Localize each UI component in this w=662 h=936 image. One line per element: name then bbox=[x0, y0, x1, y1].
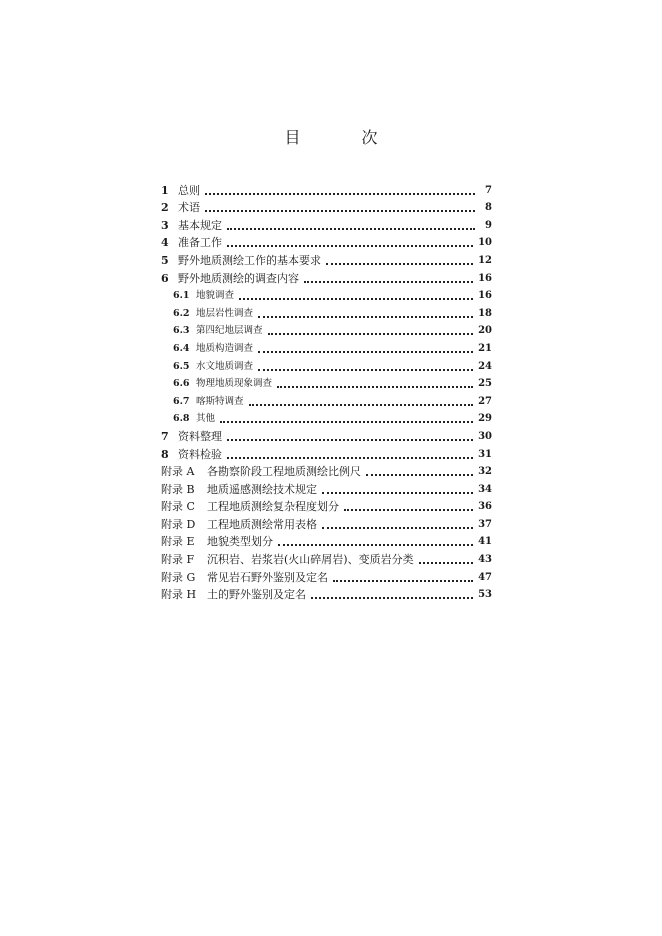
toc-entry[interactable] bbox=[161, 215, 492, 233]
toc-entry-page: 34 bbox=[478, 483, 492, 495]
dot-leader bbox=[205, 210, 475, 212]
toc-entry-title: 资料整理 bbox=[178, 429, 222, 443]
toc-entry[interactable] bbox=[161, 180, 492, 198]
toc-entry-title: 地层岩性调查 bbox=[196, 307, 254, 319]
toc-entry[interactable] bbox=[161, 321, 492, 339]
dot-leader bbox=[258, 369, 473, 371]
dot-leader bbox=[205, 193, 475, 195]
toc-entry-number: 6.5 bbox=[173, 360, 190, 372]
toc-entry-page: 9 bbox=[485, 219, 492, 231]
toc-entry-title: 第四纪地层调查 bbox=[196, 325, 263, 337]
dot-leader bbox=[322, 492, 473, 494]
dot-leader bbox=[366, 474, 473, 476]
toc-entry-number: 6 bbox=[161, 271, 169, 285]
toc-entry-page: 25 bbox=[478, 378, 492, 390]
toc-entry[interactable] bbox=[161, 462, 492, 480]
dot-leader bbox=[227, 457, 473, 459]
toc-entry[interactable] bbox=[161, 479, 492, 497]
dot-leader bbox=[227, 439, 473, 441]
dot-leader bbox=[227, 228, 475, 230]
dot-leader bbox=[277, 386, 473, 388]
toc-entry-title: 水文地质调查 bbox=[196, 360, 254, 372]
toc-entry-number: 附录 A bbox=[161, 465, 195, 479]
toc-entry-number: 附录 C bbox=[161, 500, 195, 514]
dot-leader bbox=[258, 316, 473, 318]
toc-entry-title: 资料检验 bbox=[178, 447, 222, 461]
toc-entry-page: 18 bbox=[478, 307, 492, 319]
toc-entry-title: 物理地质现象调查 bbox=[196, 378, 273, 390]
dot-leader bbox=[333, 580, 473, 582]
toc-entry[interactable] bbox=[161, 514, 492, 532]
toc-entry-number: 6.3 bbox=[173, 325, 190, 337]
toc-entry[interactable] bbox=[161, 303, 492, 321]
toc-entry-page: 41 bbox=[478, 536, 492, 548]
toc-entry-page: 20 bbox=[478, 325, 492, 337]
dot-leader bbox=[268, 333, 474, 335]
toc-entry[interactable] bbox=[161, 338, 492, 356]
toc-entry-page: 47 bbox=[478, 571, 492, 583]
toc-entry-number: 4 bbox=[161, 236, 169, 250]
toc-entry-number: 2 bbox=[161, 201, 169, 215]
toc-entry-page: 8 bbox=[485, 202, 492, 214]
dot-leader bbox=[249, 404, 474, 406]
toc-entry-title: 常见岩石野外鉴别及定名 bbox=[207, 570, 328, 584]
toc-entry-page: 30 bbox=[478, 430, 492, 442]
toc-entry-title: 地质遥感测绘技术规定 bbox=[207, 482, 317, 496]
toc-entry-page: 37 bbox=[478, 518, 492, 530]
toc-entry-number: 附录 G bbox=[161, 570, 196, 584]
dot-leader bbox=[344, 509, 473, 511]
toc-entry[interactable] bbox=[161, 250, 492, 268]
toc-entry[interactable] bbox=[161, 409, 492, 427]
toc-entry-number: 6.6 bbox=[173, 378, 190, 390]
toc-entry-number: 附录 D bbox=[161, 517, 196, 531]
toc-entry-number: 6.7 bbox=[173, 395, 190, 407]
dot-leader bbox=[258, 351, 473, 353]
toc-entry-number: 附录 E bbox=[161, 535, 195, 549]
toc-entry-title: 工程地质测绘复杂程度划分 bbox=[207, 500, 339, 514]
dot-leader bbox=[311, 597, 473, 599]
toc-entry-title: 各勘察阶段工程地质测绘比例尺 bbox=[207, 465, 361, 479]
toc-entry-page: 24 bbox=[478, 360, 492, 372]
toc-entry-title: 工程地质测绘常用表格 bbox=[207, 517, 317, 531]
toc-entry-number: 附录 F bbox=[161, 553, 195, 567]
toc-entry-page: 32 bbox=[478, 466, 492, 478]
toc-entry-number: 5 bbox=[161, 253, 169, 267]
dot-leader bbox=[227, 245, 473, 247]
toc-entry-page: 31 bbox=[478, 448, 492, 460]
dot-leader bbox=[239, 298, 473, 300]
toc-entry-number: 8 bbox=[161, 447, 169, 461]
toc-entry[interactable] bbox=[161, 444, 492, 462]
toc-entry[interactable] bbox=[161, 585, 492, 603]
toc-entry[interactable] bbox=[161, 233, 492, 251]
dot-leader bbox=[326, 263, 473, 265]
toc-entry-page: 10 bbox=[478, 237, 492, 249]
toc-entry-page: 36 bbox=[478, 501, 492, 513]
toc-entry-title: 总则 bbox=[178, 183, 200, 197]
table-of-contents bbox=[161, 180, 492, 602]
toc-entry-title: 其他 bbox=[196, 413, 216, 425]
toc-entry-number: 7 bbox=[161, 429, 169, 443]
toc-entry-title: 土的野外鉴别及定名 bbox=[207, 588, 306, 602]
toc-entry-title: 基本规定 bbox=[178, 218, 222, 232]
toc-entry[interactable] bbox=[161, 391, 492, 409]
toc-entry-number: 3 bbox=[161, 218, 169, 232]
toc-entry-number: 附录 H bbox=[161, 588, 197, 602]
toc-entry-page: 16 bbox=[478, 272, 492, 284]
toc-entry[interactable] bbox=[161, 268, 492, 286]
toc-entry-title: 野外地质测绘的调查内容 bbox=[178, 271, 299, 285]
toc-entry-title: 术语 bbox=[178, 201, 200, 215]
toc-entry[interactable] bbox=[161, 567, 492, 585]
toc-entry-page: 43 bbox=[478, 554, 492, 566]
toc-entry-page: 27 bbox=[478, 395, 492, 407]
toc-entry-title: 地貌调查 bbox=[196, 290, 235, 302]
toc-entry[interactable] bbox=[161, 374, 492, 392]
toc-entry-title: 野外地质测绘工作的基本要求 bbox=[178, 253, 321, 267]
toc-entry-number: 6.4 bbox=[173, 342, 190, 354]
toc-entry-title: 喀斯特调查 bbox=[196, 395, 244, 407]
toc-entry-number: 附录 B bbox=[161, 482, 195, 496]
toc-entry-title: 地质构造调查 bbox=[196, 342, 254, 354]
toc-entry-number: 6.1 bbox=[173, 290, 190, 302]
dot-leader bbox=[278, 544, 473, 546]
dot-leader bbox=[322, 527, 473, 529]
toc-entry[interactable] bbox=[161, 549, 492, 567]
toc-entry-page: 16 bbox=[478, 290, 492, 302]
dot-leader bbox=[220, 421, 473, 423]
toc-entry-title: 准备工作 bbox=[178, 236, 222, 250]
toc-entry-title: 沉积岩、岩浆岩(火山碎屑岩)、变质岩分类 bbox=[207, 553, 414, 567]
toc-entry[interactable] bbox=[161, 356, 492, 374]
page-title: 目 次 bbox=[284, 128, 406, 147]
toc-entry[interactable] bbox=[161, 286, 492, 304]
toc-entry[interactable] bbox=[161, 532, 492, 550]
toc-entry-title: 地貌类型划分 bbox=[207, 535, 273, 549]
toc-entry-page: 29 bbox=[478, 413, 492, 425]
dot-leader bbox=[304, 281, 473, 283]
dot-leader bbox=[419, 562, 473, 564]
toc-entry[interactable] bbox=[161, 426, 492, 444]
toc-entry-number: 6.2 bbox=[173, 307, 190, 319]
toc-entry[interactable] bbox=[161, 198, 492, 216]
toc-entry-page: 21 bbox=[478, 342, 492, 354]
toc-entry-number: 6.8 bbox=[173, 413, 190, 425]
toc-entry-page: 53 bbox=[478, 589, 492, 601]
toc-entry-page: 12 bbox=[478, 254, 492, 266]
toc-entry-page: 7 bbox=[485, 184, 492, 196]
toc-entry[interactable] bbox=[161, 497, 492, 515]
toc-entry-number: 1 bbox=[161, 183, 169, 197]
